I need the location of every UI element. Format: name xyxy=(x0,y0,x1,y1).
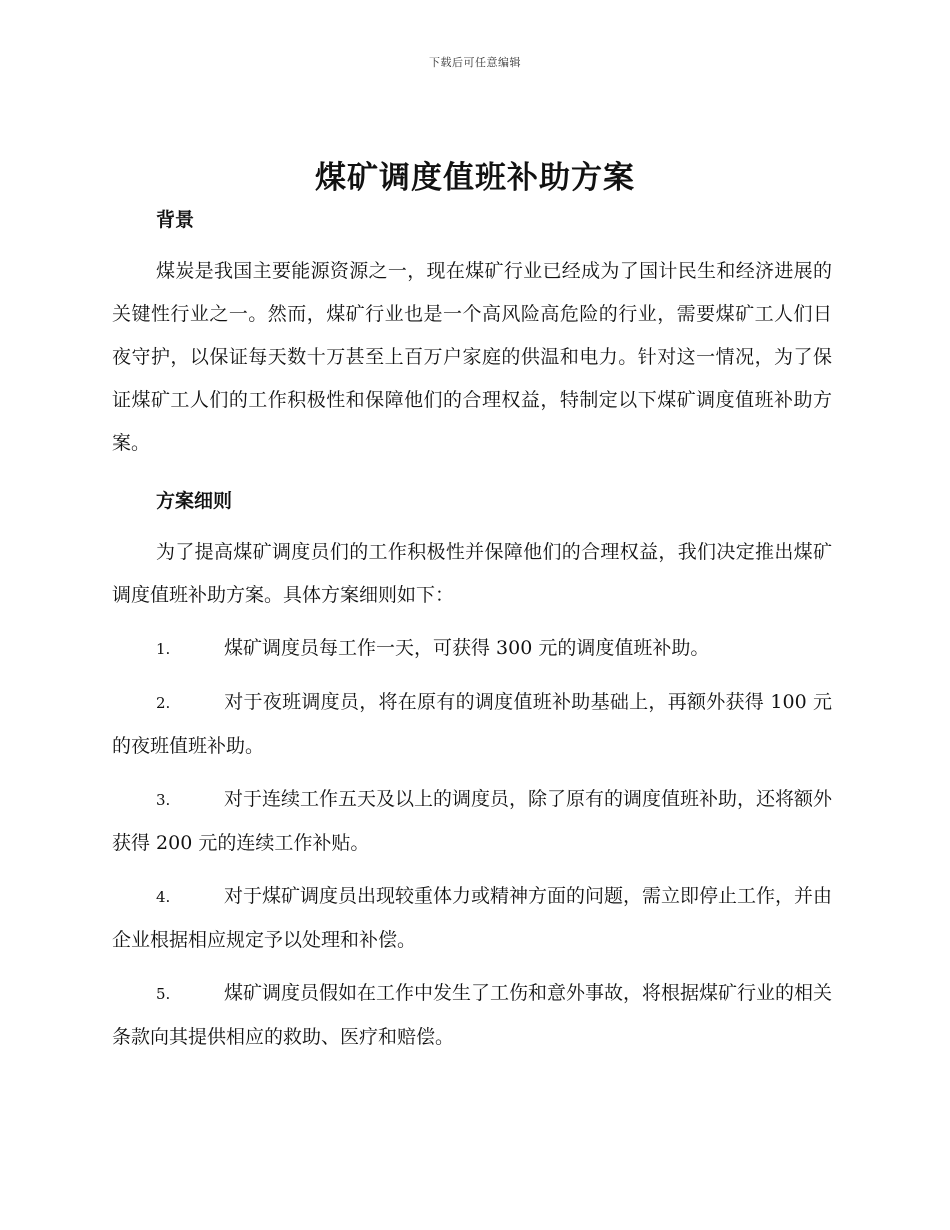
list-item-number: 5. xyxy=(156,985,171,1003)
list-item xyxy=(112,627,832,671)
list-item xyxy=(112,778,832,865)
spacer xyxy=(112,521,832,531)
spacer xyxy=(112,865,832,875)
document-title: 煤矿调度值班补助方案 xyxy=(315,160,635,196)
list-item-number: 4. xyxy=(156,888,171,906)
list-item-number: 3. xyxy=(156,791,171,809)
list-item-text: 煤矿调度员假如在工作中发生了工伤和意外事故，将根据煤矿行业的相关条款向其提供相应的救助、医疗和赔偿。 xyxy=(112,982,833,1048)
list-item-number: 1. xyxy=(156,640,171,658)
spacer xyxy=(112,768,832,778)
spacer xyxy=(112,617,832,627)
section-heading-background: 背景 xyxy=(156,209,195,231)
list-item-text: 煤矿调度员每工作一天，可获得 300 元的调度值班补助。 xyxy=(224,637,710,659)
list-item xyxy=(112,875,832,962)
details-paragraph: 为了提高煤矿调度员们的工作积极性并保障他们的合理权益，我们决定推出煤矿调度值班补助方案。具体方案细则如下： xyxy=(112,541,832,606)
spacer xyxy=(112,240,832,250)
list-item xyxy=(112,972,832,1059)
header-note: 下载后可任意编辑 xyxy=(429,56,521,69)
list-item-text: 对于夜班调度员，将在原有的调度值班补助基础上，再额外获得 100 元的夜班值班补助。 xyxy=(112,691,832,757)
list-item-text: 对于煤矿调度员出现较重体力或精神方面的问题，需立即停止工作，并由企业根据相应规定予以处理和补偿。 xyxy=(112,885,833,951)
spacer xyxy=(112,671,832,681)
spacer xyxy=(112,962,832,972)
section-heading-details: 方案细则 xyxy=(156,490,233,512)
spacer xyxy=(112,465,832,481)
list-item xyxy=(112,681,832,768)
list-item-text: 对于连续工作五天及以上的调度员，除了原有的调度值班补助，还将额外获得 200 元的连续工作补贴。 xyxy=(112,788,833,854)
document-body xyxy=(112,200,832,1059)
background-paragraph: 煤炭是我国主要能源资源之一，现在煤矿行业已经成为了国计民生和经济进展的关键性行业之一。然而，煤矿行业也是一个高风险高危险的行业，需要煤矿工人们日夜守护，以保证每天数十万甚至上百万户家庭的供温和电力。针对这一情况，为了保证煤矿工人们的工作积极性和保障他们的合理权益，特制定以下煤矿调度值班补助方案。 xyxy=(112,260,832,454)
list-item-number: 2. xyxy=(156,694,171,712)
